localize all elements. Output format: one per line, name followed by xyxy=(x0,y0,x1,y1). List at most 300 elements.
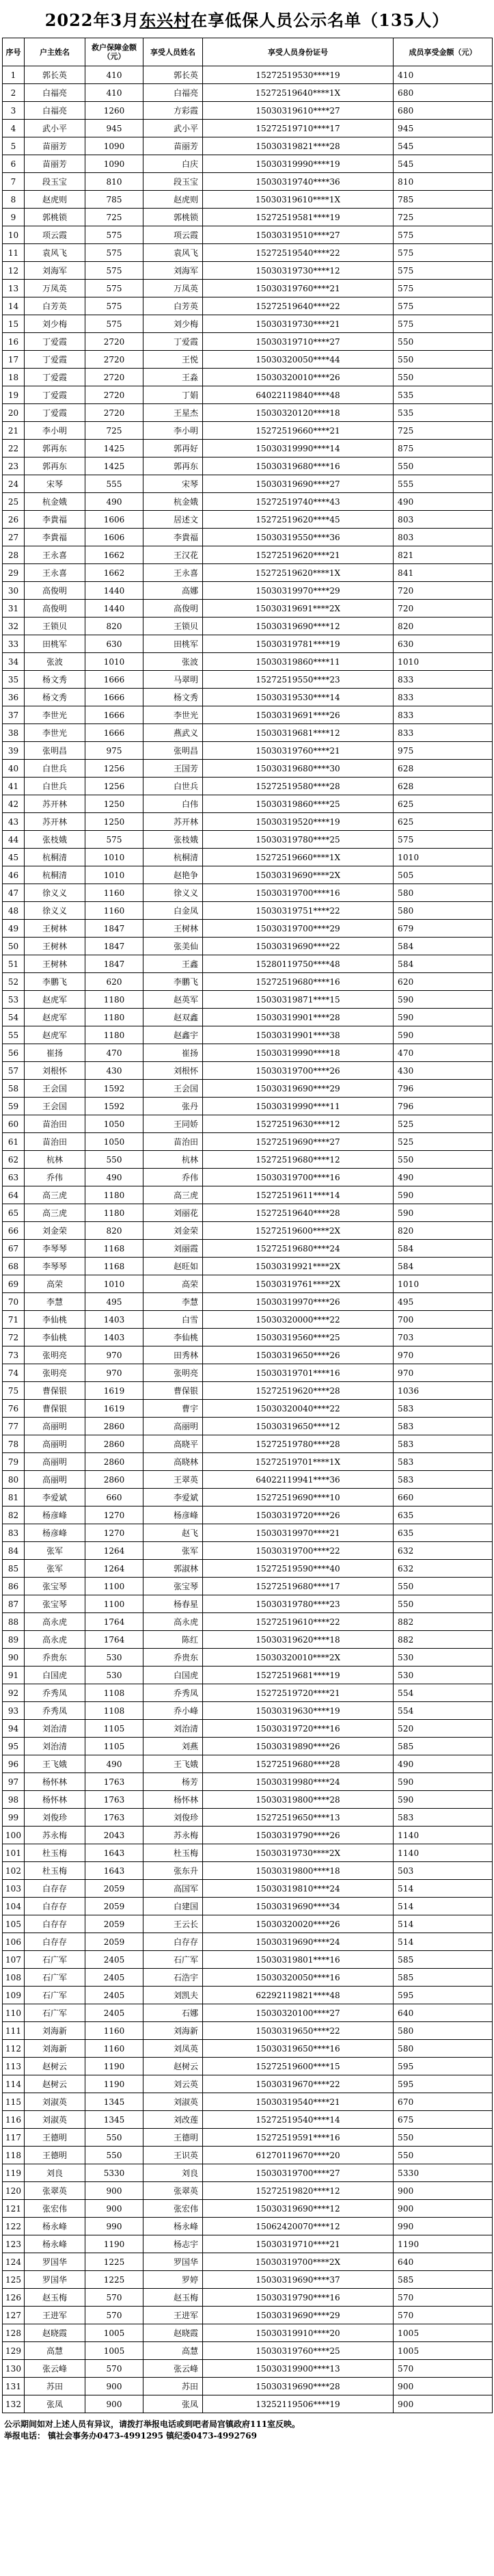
seq-cell: 22 xyxy=(3,440,25,457)
household-head-cell: 武小平 xyxy=(25,120,85,137)
household-head-cell: 李世光 xyxy=(25,706,85,724)
table-row xyxy=(3,1524,493,1542)
table-row xyxy=(3,2342,493,2360)
id-number-cell: 15030319781****19 xyxy=(203,635,394,653)
seq-cell: 64 xyxy=(3,1186,25,1204)
id-number-cell: 15272519660****1X xyxy=(203,849,394,866)
seq-cell: 50 xyxy=(3,938,25,955)
member-amount-cell: 820 xyxy=(394,1222,493,1240)
table-row xyxy=(3,333,493,351)
seq-cell: 72 xyxy=(3,1329,25,1346)
household-amount-cell: 2720 xyxy=(85,404,143,422)
household-head-cell: 石广军 xyxy=(25,1969,85,1987)
recipient-name-cell: 苏开林 xyxy=(143,813,203,831)
table-row xyxy=(3,120,493,137)
household-head-cell: 丁爱霞 xyxy=(25,351,85,369)
member-amount-cell: 505 xyxy=(394,866,493,884)
member-amount-cell: 841 xyxy=(394,564,493,582)
household-head-cell: 杨怀林 xyxy=(25,1791,85,1809)
table-row xyxy=(3,635,493,653)
id-number-cell: 15030320010****26 xyxy=(203,369,394,386)
seq-cell: 108 xyxy=(3,1969,25,1987)
household-head-cell: 杜玉梅 xyxy=(25,1862,85,1880)
seq-cell: 38 xyxy=(3,724,25,742)
table-row xyxy=(3,102,493,120)
household-head-cell: 白世兵 xyxy=(25,760,85,778)
seq-cell: 114 xyxy=(3,2075,25,2093)
id-number-cell: 15272519640****1X xyxy=(203,84,394,102)
household-head-cell: 白国虎 xyxy=(25,1667,85,1684)
seq-cell: 132 xyxy=(3,2395,25,2413)
table-row xyxy=(3,1009,493,1026)
household-amount-cell: 900 xyxy=(85,2182,143,2200)
household-amount-cell: 900 xyxy=(85,2200,143,2218)
id-number-cell: 15030320010****2X xyxy=(203,1649,394,1667)
household-head-cell: 王会国 xyxy=(25,1098,85,1115)
table-row xyxy=(3,653,493,671)
member-amount-cell: 585 xyxy=(394,1738,493,1755)
recipient-name-cell: 刘凯夫 xyxy=(143,1987,203,2004)
table-row xyxy=(3,778,493,795)
id-number-cell: 15030319780****25 xyxy=(203,831,394,849)
table-row xyxy=(3,955,493,973)
table-row xyxy=(3,226,493,244)
member-amount-cell: 535 xyxy=(394,386,493,404)
recipient-name-cell: 张东升 xyxy=(143,1862,203,1880)
recipient-name-cell: 李爱斌 xyxy=(143,1489,203,1506)
table-row xyxy=(3,209,493,226)
seq-cell: 110 xyxy=(3,2004,25,2022)
table-row xyxy=(3,1240,493,1258)
table-row xyxy=(3,2307,493,2324)
id-number-cell: 15030319700****16 xyxy=(203,884,394,902)
household-amount-cell: 410 xyxy=(85,84,143,102)
id-number-cell: 15272519600****2X xyxy=(203,1222,394,1240)
household-amount-cell: 970 xyxy=(85,1364,143,1382)
table-row xyxy=(3,671,493,689)
id-number-cell: 15030319700****2X xyxy=(203,2253,394,2271)
table-row xyxy=(3,1258,493,1275)
household-amount-cell: 1592 xyxy=(85,1080,143,1098)
member-amount-cell: 514 xyxy=(394,1933,493,1951)
household-amount-cell: 810 xyxy=(85,173,143,191)
id-number-cell: 15030319670****22 xyxy=(203,2075,394,2093)
household-head-cell: 刘俊珍 xyxy=(25,1809,85,1827)
title-suffix: 在享低保人员公示名单（135人） xyxy=(191,10,450,30)
recipient-name-cell: 白建国 xyxy=(143,1898,203,1915)
id-number-cell: 15272519680****24 xyxy=(203,1240,394,1258)
recipient-name-cell: 王锁贝 xyxy=(143,618,203,635)
member-amount-cell: 632 xyxy=(394,1560,493,1578)
member-amount-cell: 675 xyxy=(394,2111,493,2129)
recipient-name-cell: 乔伟 xyxy=(143,1169,203,1186)
recipient-name-cell: 刘根怀 xyxy=(143,1062,203,1080)
recipient-name-cell: 李慧 xyxy=(143,1293,203,1311)
table-row xyxy=(3,866,493,884)
recipient-name-cell: 张明亮 xyxy=(143,1364,203,1382)
household-head-cell: 白存存 xyxy=(25,1933,85,1951)
table-header-row xyxy=(3,38,493,66)
household-amount-cell: 725 xyxy=(85,209,143,226)
header-seq: 序号 xyxy=(3,38,25,66)
household-head-cell: 白福亮 xyxy=(25,102,85,120)
household-head-cell: 张明昌 xyxy=(25,742,85,760)
seq-cell: 57 xyxy=(3,1062,25,1080)
id-number-cell: 15272519680****17 xyxy=(203,1578,394,1595)
recipient-name-cell: 赵飞 xyxy=(143,1524,203,1542)
seq-cell: 52 xyxy=(3,973,25,991)
seq-cell: 13 xyxy=(3,280,25,297)
household-head-cell: 白福亮 xyxy=(25,84,85,102)
table-row xyxy=(3,1862,493,1880)
seq-cell: 35 xyxy=(3,671,25,689)
seq-cell: 46 xyxy=(3,866,25,884)
id-number-cell: 15030319630****19 xyxy=(203,1702,394,1720)
member-amount-cell: 590 xyxy=(394,1791,493,1809)
id-number-cell: 15272519611****14 xyxy=(203,1186,394,1204)
member-amount-cell: 585 xyxy=(394,1951,493,1969)
household-amount-cell: 575 xyxy=(85,262,143,280)
household-amount-cell: 1100 xyxy=(85,1578,143,1595)
id-number-cell: 15272519640****22 xyxy=(203,297,394,315)
id-number-cell: 15030319720****26 xyxy=(203,1506,394,1524)
household-head-cell: 白芳英 xyxy=(25,297,85,315)
id-number-cell: 15272519620****1X xyxy=(203,564,394,582)
household-head-cell: 赵虎军 xyxy=(25,1009,85,1026)
recipient-name-cell: 杨永峰 xyxy=(143,2218,203,2235)
member-amount-cell: 583 xyxy=(394,1435,493,1453)
household-amount-cell: 1100 xyxy=(85,1595,143,1613)
recipient-name-cell: 刘俊珍 xyxy=(143,1809,203,1827)
id-number-cell: 15272519680****12 xyxy=(203,1151,394,1169)
table-row xyxy=(3,2164,493,2182)
seq-cell: 49 xyxy=(3,920,25,938)
id-number-cell: 15030319550****36 xyxy=(203,529,394,546)
recipient-name-cell: 刘海新 xyxy=(143,2022,203,2040)
household-amount-cell: 570 xyxy=(85,2360,143,2378)
member-amount-cell: 620 xyxy=(394,973,493,991)
household-amount-cell: 1403 xyxy=(85,1329,143,1346)
table-row xyxy=(3,1453,493,1471)
household-head-cell: 苏永梅 xyxy=(25,1827,85,1844)
table-row xyxy=(3,1595,493,1613)
household-amount-cell: 1619 xyxy=(85,1400,143,1418)
id-number-cell: 62292119821****48 xyxy=(203,1987,394,2004)
recipient-name-cell: 杨彦峰 xyxy=(143,1506,203,1524)
member-amount-cell: 584 xyxy=(394,1240,493,1258)
table-row xyxy=(3,618,493,635)
seq-cell: 12 xyxy=(3,262,25,280)
household-amount-cell: 1270 xyxy=(85,1506,143,1524)
recipient-name-cell: 田桃军 xyxy=(143,635,203,653)
id-number-cell: 15030319730****12 xyxy=(203,262,394,280)
table-row xyxy=(3,351,493,369)
seq-cell: 74 xyxy=(3,1364,25,1382)
recipient-name-cell: 徐义义 xyxy=(143,884,203,902)
household-amount-cell: 1225 xyxy=(85,2253,143,2271)
table-row xyxy=(3,1773,493,1791)
table-row xyxy=(3,1382,493,1400)
recipient-name-cell: 赵旺如 xyxy=(143,1258,203,1275)
member-amount-cell: 520 xyxy=(394,1720,493,1738)
table-row xyxy=(3,511,493,529)
household-head-cell: 杨永峰 xyxy=(25,2235,85,2253)
seq-cell: 60 xyxy=(3,1115,25,1133)
header-id-number: 享受人员身份证号 xyxy=(203,38,394,66)
id-number-cell: 15272519701****1X xyxy=(203,1453,394,1471)
recipient-name-cell: 曹保银 xyxy=(143,1382,203,1400)
recipient-name-cell: 丁娟 xyxy=(143,386,203,404)
table-row xyxy=(3,2129,493,2147)
recipient-name-cell: 刘丽霞 xyxy=(143,1240,203,1258)
recipient-name-cell: 张丹 xyxy=(143,1098,203,1115)
household-head-cell: 赵树云 xyxy=(25,2058,85,2075)
id-number-cell: 15030319730****21 xyxy=(203,315,394,333)
table-row xyxy=(3,795,493,813)
recipient-name-cell: 赵艳争 xyxy=(143,866,203,884)
recipient-name-cell: 郭再东 xyxy=(143,457,203,475)
seq-cell: 97 xyxy=(3,1773,25,1791)
household-head-cell: 高永虎 xyxy=(25,1631,85,1649)
household-head-cell: 丁爱霞 xyxy=(25,386,85,404)
seq-cell: 102 xyxy=(3,1862,25,1880)
seq-cell: 115 xyxy=(3,2093,25,2111)
member-amount-cell: 550 xyxy=(394,1151,493,1169)
recipient-name-cell: 王翠英 xyxy=(143,1471,203,1489)
table-row xyxy=(3,2395,493,2413)
seq-cell: 51 xyxy=(3,955,25,973)
seq-cell: 90 xyxy=(3,1649,25,1667)
id-number-cell: 15030319700****22 xyxy=(203,1542,394,1560)
table-row xyxy=(3,706,493,724)
household-head-cell: 杨文秀 xyxy=(25,689,85,706)
recipient-name-cell: 刘丽花 xyxy=(143,1204,203,1222)
member-amount-cell: 580 xyxy=(394,902,493,920)
household-head-cell: 刘少梅 xyxy=(25,315,85,333)
household-head-cell: 李貴福 xyxy=(25,529,85,546)
recipient-name-cell: 郭桃锁 xyxy=(143,209,203,226)
recipient-name-cell: 杜玉梅 xyxy=(143,1844,203,1862)
table-row xyxy=(3,2004,493,2022)
table-row xyxy=(3,2040,493,2058)
seq-cell: 42 xyxy=(3,795,25,813)
id-number-cell: 15272519650****13 xyxy=(203,1809,394,1827)
recipient-name-cell: 李鹏飞 xyxy=(143,973,203,991)
table-row xyxy=(3,1400,493,1418)
household-head-cell: 张枝娥 xyxy=(25,831,85,849)
recipient-name-cell: 刘金荣 xyxy=(143,1222,203,1240)
household-amount-cell: 530 xyxy=(85,1667,143,1684)
member-amount-cell: 1140 xyxy=(394,1844,493,1862)
table-row xyxy=(3,1133,493,1151)
id-number-cell: 15030319680****16 xyxy=(203,457,394,475)
seq-cell: 92 xyxy=(3,1684,25,1702)
seq-cell: 28 xyxy=(3,546,25,564)
member-amount-cell: 640 xyxy=(394,2253,493,2271)
household-amount-cell: 550 xyxy=(85,1151,143,1169)
table-row xyxy=(3,1933,493,1951)
household-head-cell: 李爱斌 xyxy=(25,1489,85,1506)
member-amount-cell: 575 xyxy=(394,244,493,262)
household-amount-cell: 1010 xyxy=(85,866,143,884)
table-row xyxy=(3,1506,493,1524)
household-head-cell: 张宏伟 xyxy=(25,2200,85,2218)
household-amount-cell: 1250 xyxy=(85,813,143,831)
recipient-name-cell: 刘改莲 xyxy=(143,2111,203,2129)
seq-cell: 25 xyxy=(3,493,25,511)
table-row xyxy=(3,1044,493,1062)
recipient-name-cell: 白存存 xyxy=(143,1933,203,1951)
recipient-name-cell: 王国芳 xyxy=(143,760,203,778)
recipient-name-cell: 李世光 xyxy=(143,706,203,724)
table-row xyxy=(3,1827,493,1844)
seq-cell: 80 xyxy=(3,1471,25,1489)
recipient-name-cell: 高慧 xyxy=(143,2342,203,2360)
member-amount-cell: 900 xyxy=(394,2200,493,2218)
id-number-cell: 64022119840****48 xyxy=(203,386,394,404)
seq-cell: 55 xyxy=(3,1026,25,1044)
seq-cell: 19 xyxy=(3,386,25,404)
member-amount-cell: 575 xyxy=(394,226,493,244)
table-row xyxy=(3,1987,493,2004)
seq-cell: 62 xyxy=(3,1151,25,1169)
household-head-cell: 张军 xyxy=(25,1560,85,1578)
member-amount-cell: 833 xyxy=(394,724,493,742)
table-row xyxy=(3,1720,493,1738)
household-amount-cell: 1256 xyxy=(85,778,143,795)
table-row xyxy=(3,262,493,280)
table-row xyxy=(3,404,493,422)
household-head-cell: 杨怀林 xyxy=(25,1773,85,1791)
seq-cell: 69 xyxy=(3,1275,25,1293)
household-head-cell: 杨彦峰 xyxy=(25,1506,85,1524)
id-number-cell: 15062420070****12 xyxy=(203,2218,394,2235)
household-head-cell: 赵玉梅 xyxy=(25,2289,85,2307)
id-number-cell: 15030319760****21 xyxy=(203,280,394,297)
member-amount-cell: 833 xyxy=(394,706,493,724)
table-row xyxy=(3,280,493,297)
member-amount-cell: 490 xyxy=(394,1169,493,1186)
id-number-cell: 15030319810****24 xyxy=(203,1880,394,1898)
table-row xyxy=(3,1222,493,1240)
seq-cell: 43 xyxy=(3,813,25,831)
seq-cell: 26 xyxy=(3,511,25,529)
table-row xyxy=(3,1755,493,1773)
id-number-cell: 15030319900****13 xyxy=(203,2360,394,2378)
member-amount-cell: 514 xyxy=(394,1898,493,1915)
id-number-cell: 15030320020****26 xyxy=(203,1915,394,1933)
id-number-cell: 15272519820****12 xyxy=(203,2182,394,2200)
recipient-name-cell: 高俊明 xyxy=(143,600,203,618)
household-head-cell: 苏开林 xyxy=(25,813,85,831)
id-number-cell: 15030320120****18 xyxy=(203,404,394,422)
id-number-cell: 64022119941****36 xyxy=(203,1471,394,1489)
member-amount-cell: 583 xyxy=(394,1453,493,1471)
household-amount-cell: 1105 xyxy=(85,1738,143,1755)
table-row xyxy=(3,315,493,333)
id-number-cell: 15030319710****21 xyxy=(203,2235,394,2253)
recipient-name-cell: 燕武义 xyxy=(143,724,203,742)
member-amount-cell: 550 xyxy=(394,333,493,351)
seq-cell: 104 xyxy=(3,1898,25,1915)
recipient-name-cell: 白芳英 xyxy=(143,297,203,315)
household-head-cell: 徐义义 xyxy=(25,902,85,920)
seq-cell: 78 xyxy=(3,1435,25,1453)
household-amount-cell: 410 xyxy=(85,66,143,84)
header-recipient-name: 享受人员姓名 xyxy=(143,38,203,66)
household-head-cell: 高三虎 xyxy=(25,1204,85,1222)
household-amount-cell: 1606 xyxy=(85,511,143,529)
seq-cell: 9 xyxy=(3,209,25,226)
table-row xyxy=(3,1204,493,1222)
id-number-cell: 15280119750****48 xyxy=(203,955,394,973)
household-amount-cell: 1345 xyxy=(85,2111,143,2129)
household-head-cell: 郭再东 xyxy=(25,440,85,457)
household-head-cell: 张军 xyxy=(25,1542,85,1560)
recipient-name-cell: 居述文 xyxy=(143,511,203,529)
member-amount-cell: 583 xyxy=(394,1471,493,1489)
household-head-cell: 王树林 xyxy=(25,938,85,955)
household-amount-cell: 1190 xyxy=(85,2075,143,2093)
recipient-name-cell: 苗治田 xyxy=(143,1133,203,1151)
household-amount-cell: 1403 xyxy=(85,1311,143,1329)
id-number-cell: 15030319760****21 xyxy=(203,742,394,760)
member-amount-cell: 550 xyxy=(394,351,493,369)
recipient-name-cell: 白国虎 xyxy=(143,1667,203,1684)
seq-cell: 118 xyxy=(3,2147,25,2164)
household-amount-cell: 1666 xyxy=(85,671,143,689)
household-amount-cell: 900 xyxy=(85,2378,143,2395)
id-number-cell: 15030319560****25 xyxy=(203,1329,394,1346)
household-amount-cell: 2405 xyxy=(85,1951,143,1969)
seq-cell: 33 xyxy=(3,635,25,653)
seq-cell: 63 xyxy=(3,1169,25,1186)
table-row xyxy=(3,457,493,475)
member-amount-cell: 590 xyxy=(394,1186,493,1204)
member-amount-cell: 670 xyxy=(394,2093,493,2111)
table-row xyxy=(3,475,493,493)
recipient-name-cell: 丁爱霞 xyxy=(143,333,203,351)
household-amount-cell: 2059 xyxy=(85,1880,143,1898)
household-head-cell: 赵虎军 xyxy=(25,991,85,1009)
id-number-cell: 15030319691****2X xyxy=(203,600,394,618)
id-number-cell: 15030320100****27 xyxy=(203,2004,394,2022)
member-amount-cell: 703 xyxy=(394,1329,493,1346)
member-amount-cell: 970 xyxy=(394,1364,493,1382)
seq-cell: 40 xyxy=(3,760,25,778)
household-amount-cell: 1666 xyxy=(85,706,143,724)
id-number-cell: 15030319901****38 xyxy=(203,1026,394,1044)
recipient-name-cell: 王悦 xyxy=(143,351,203,369)
table-row xyxy=(3,66,493,84)
id-number-cell: 15030319990****14 xyxy=(203,440,394,457)
recipient-name-cell: 袁风飞 xyxy=(143,244,203,262)
household-amount-cell: 1606 xyxy=(85,529,143,546)
id-number-cell: 15030319690****24 xyxy=(203,1933,394,1951)
household-amount-cell: 1270 xyxy=(85,1524,143,1542)
id-number-cell: 15272519710****17 xyxy=(203,120,394,137)
table-row xyxy=(3,1329,493,1346)
household-amount-cell: 1090 xyxy=(85,155,143,173)
recipient-name-cell: 王识英 xyxy=(143,2147,203,2164)
household-amount-cell: 1425 xyxy=(85,457,143,475)
id-number-cell: 15272519780****28 xyxy=(203,1435,394,1453)
household-head-cell: 王进军 xyxy=(25,2307,85,2324)
member-amount-cell: 720 xyxy=(394,600,493,618)
household-amount-cell: 1662 xyxy=(85,564,143,582)
member-amount-cell: 590 xyxy=(394,1773,493,1791)
recipient-name-cell: 赵双鑫 xyxy=(143,1009,203,1026)
